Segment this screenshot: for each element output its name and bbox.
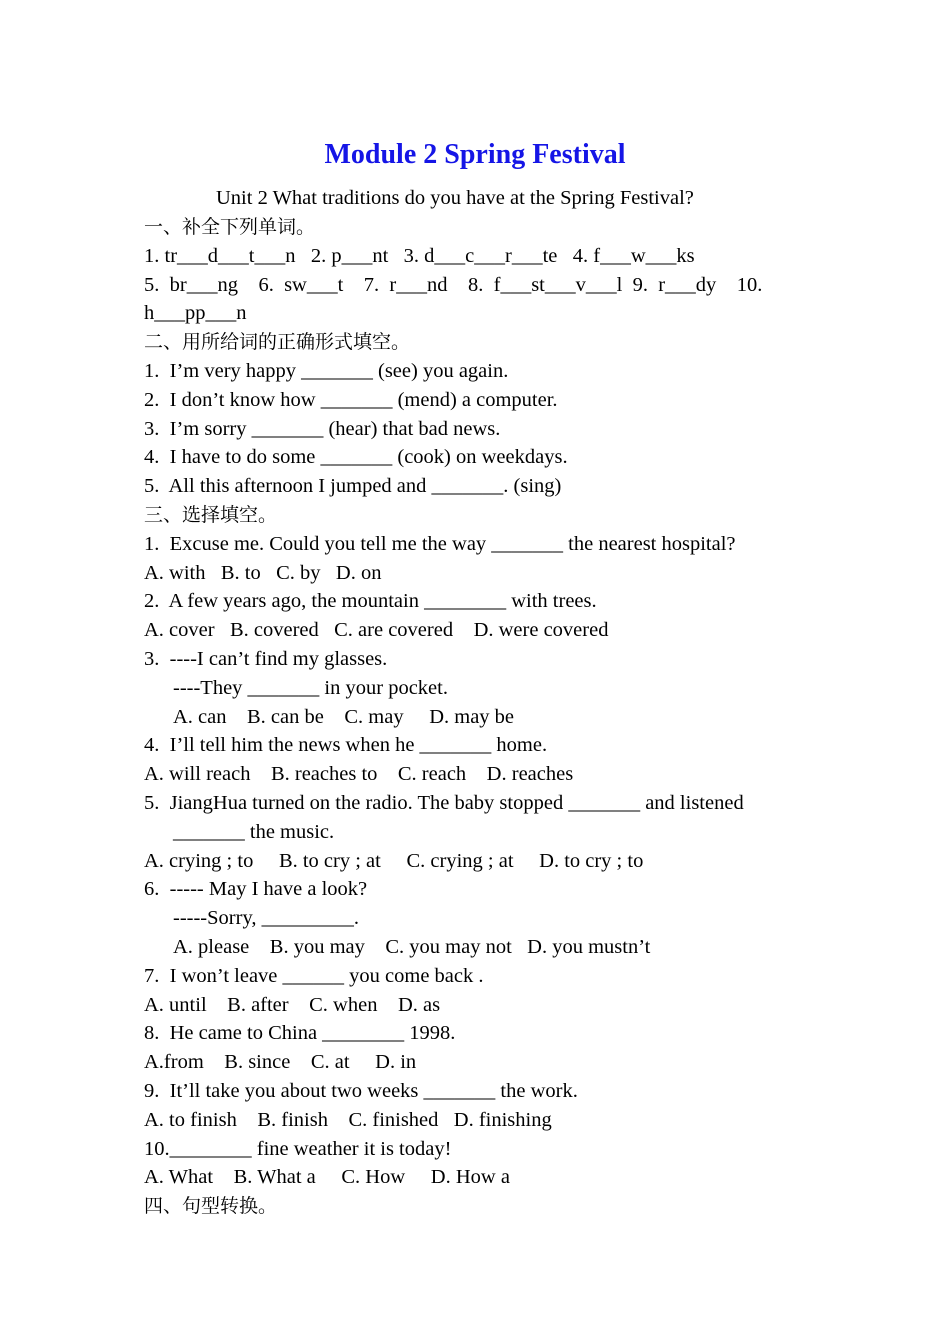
text-line: A. with B. to C. by D. on xyxy=(144,561,382,584)
text-line: A. please B. you may C. you may not D. you mustn’t xyxy=(173,935,651,958)
text-line: A. to finish B. finish C. finished D. finishing xyxy=(144,1108,552,1131)
section-heading: 二、用所给词的正确形式填空。 xyxy=(144,331,411,354)
text-line: 5. JiangHua turned on the radio. The baby stopped _______ and listened xyxy=(144,791,744,814)
text-line: 4. I’ll tell him the news when he _______ home. xyxy=(144,734,548,757)
text-line: 10.________ fine weather it is today! xyxy=(144,1137,452,1160)
text-line: A. crying ; to B. to cry ; at C. crying ; at D. to cry ; to xyxy=(144,849,644,872)
text-line: A. can B. can be C. may D. may be xyxy=(173,705,515,728)
text-line: 1. tr___d___t___n 2. p___nt 3. d___c___r___te 4. f___w___ks xyxy=(144,244,695,267)
text-line: _______ the music. xyxy=(173,820,335,843)
text-line: A. cover B. covered C. are covered D. were covered xyxy=(144,619,609,642)
text-line: 4. I have to do some _______ (cook) on weekdays. xyxy=(144,446,568,469)
text-line: A. until B. after C. when D. as xyxy=(144,993,441,1016)
text-line: 5. br___ng 6. sw___t 7. r___nd 8. f___st___v___l 9. r___dy 10. xyxy=(144,273,763,296)
text-line: 3. ----I can’t find my glasses. xyxy=(144,647,388,670)
text-line: 6. ----- May I have a look? xyxy=(144,878,368,901)
text-line: h___pp___n xyxy=(144,302,247,325)
section-heading: 一、补全下列单词。 xyxy=(144,216,316,238)
text-line: A. What B. What a C. How D. How a xyxy=(144,1166,510,1189)
text-line: 5. All this afternoon I jumped and _______. (sing) xyxy=(144,475,562,498)
section-heading: 四、句型转换。 xyxy=(144,1195,278,1218)
text-line: 2. I don’t know how _______ (mend) a computer. xyxy=(144,388,558,411)
text-line: A. will reach B. reaches to C. reach D. reaches xyxy=(144,763,574,786)
document-subtitle: Unit 2 What traditions do you have at the Spring Festival? xyxy=(216,187,694,209)
text-line: 1. I’m very happy _______ (see) you again. xyxy=(144,359,509,382)
text-line: 2. A few years ago, the mountain ________ with trees. xyxy=(144,590,597,613)
text-line: -----Sorry, _________. xyxy=(173,907,359,930)
text-line: 1. Excuse me. Could you tell me the way _______ the nearest hospital? xyxy=(144,532,736,555)
worksheet-body xyxy=(144,213,814,1221)
document-title: Module 2 Spring Festival xyxy=(324,139,626,170)
text-line: 7. I won’t leave ______ you come back . xyxy=(144,964,484,987)
text-line: 9. It’ll take you about two weeks _______ the work. xyxy=(144,1079,578,1102)
section-heading: 三、选择填空。 xyxy=(144,503,278,526)
text-line: ----They _______ in your pocket. xyxy=(173,676,448,699)
text-line: A.from B. since C. at D. in xyxy=(144,1051,417,1074)
text-line: 8. He came to China ________ 1998. xyxy=(144,1022,456,1045)
text-line: 3. I’m sorry _______ (hear) that bad news. xyxy=(144,417,501,440)
